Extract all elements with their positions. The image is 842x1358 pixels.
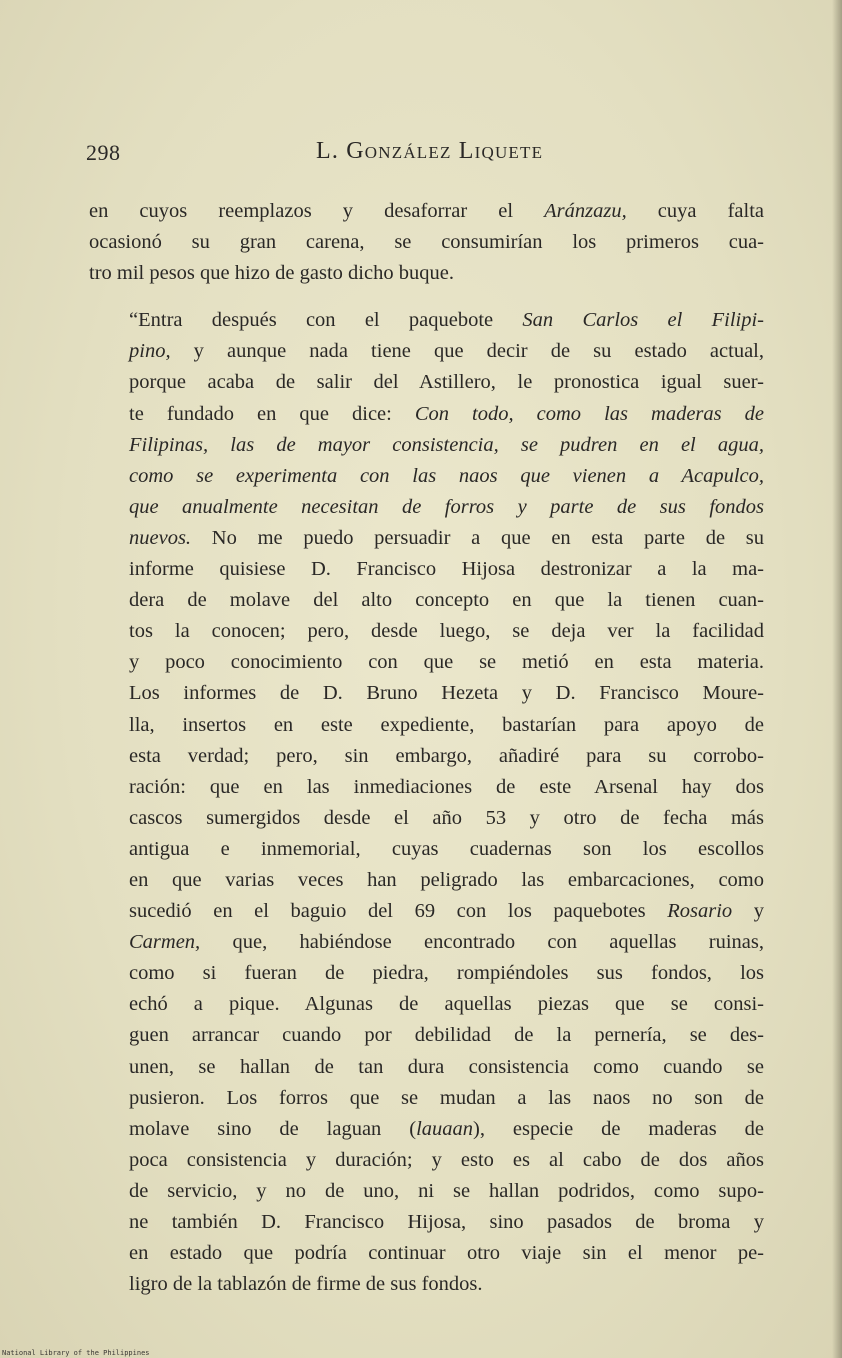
page-header (86, 138, 776, 174)
italic-segment: nuevos. (129, 526, 192, 549)
text-segment: como si fueran de piedra, rompiéndoles sus fondos, los (129, 962, 764, 985)
text-line (89, 678, 764, 709)
body-text (89, 196, 764, 1300)
text-line (89, 710, 764, 741)
text-segment: y poco conocimiento con que se metió en esta materia. (129, 651, 764, 674)
text-line (89, 927, 764, 958)
text-segment: dera de molave del alto concepto en que la tienen cuan- (129, 589, 764, 612)
footer-credit: National Library of the Philippines (2, 1349, 150, 1357)
text-line (89, 958, 764, 989)
text-line (89, 1238, 764, 1269)
text-line (89, 492, 764, 523)
italic-segment: Filipinas, las de mayor consistencia, se pudren en el agua, (129, 433, 764, 456)
text-line (89, 196, 764, 227)
text-line (89, 1083, 764, 1114)
text-segment: antigua e inmemorial, cuyas cuadernas son los escollos (129, 837, 764, 860)
text-segment: en que varias veces han peligrado las embarcaciones, como (129, 868, 764, 891)
italic-segment: San Carlos el Filipi- (522, 309, 765, 332)
text-segment: ración: que en las inmediaciones de este Arsenal hay dos (129, 775, 764, 798)
text-segment: esta verdad; pero, sin embargo, añadiré para su corrobo- (129, 744, 764, 767)
paragraph-1 (89, 196, 764, 289)
text-line (89, 1052, 764, 1083)
text-segment: que, habiéndose encontrado con aquellas ruinas, (200, 931, 764, 954)
text-segment: Los informes de D. Bruno Hezeta y D. Francisco Moure- (129, 682, 764, 705)
italic-segment: Carmen, (129, 931, 201, 954)
text-line (89, 772, 764, 803)
text-segment: guen arrancar cuando por debilidad de la pernería, se des- (129, 1024, 764, 1047)
text-segment: unen, se hallan de tan dura consistencia como cuando se (129, 1055, 764, 1078)
text-line (89, 896, 764, 927)
page-number: 298 (86, 140, 121, 165)
text-segment: echó a pique. Algunas de aquellas piezas que se consi- (129, 993, 764, 1016)
text-segment: tro mil pesos que hizo de gasto dicho buque. (89, 262, 454, 285)
running-title: L. González Liquete (316, 138, 544, 164)
text-segment: ocasionó su gran carena, se consumirían los primeros cua- (89, 231, 764, 254)
italic-segment: pino, (129, 340, 171, 363)
text-line (89, 336, 764, 367)
text-segment: y aunque nada tiene que decir de su estado actual, (170, 340, 764, 363)
text-segment: te fundado en que dice: (129, 402, 415, 425)
italic-segment: Aránzazu, (544, 200, 627, 222)
text-line (89, 258, 764, 289)
text-segment: de servicio, y no de uno, ni se hallan podridos, como supo- (129, 1179, 764, 1202)
text-line (89, 1176, 764, 1207)
italic-segment: lauaan (416, 1117, 474, 1140)
text-segment: poca consistencia y duración; y esto es al cabo de dos años (129, 1148, 764, 1171)
text-line (89, 1207, 764, 1238)
text-segment: tos la conocen; pero, desde luego, se deja ver la facilidad (129, 620, 764, 643)
page-edge-shadow (832, 0, 842, 1358)
text-line (89, 585, 764, 616)
text-segment: en cuyos reemplazos y desaforrar el (89, 200, 545, 222)
text-line (89, 803, 764, 834)
italic-segment: Con todo, como las maderas de (414, 402, 764, 425)
text-line (89, 554, 764, 585)
text-line (89, 989, 764, 1020)
text-line (89, 1114, 764, 1145)
text-segment: ne también D. Francisco Hijosa, sino pasados de broma y (129, 1211, 764, 1233)
text-line (89, 305, 764, 336)
text-segment: sucedió en el baguio del 69 con los paquebotes (129, 900, 668, 923)
text-segment: informe quisiese D. Francisco Hijosa destronizar a la ma- (129, 558, 764, 581)
text-segment: ligro de la tablazón de firme de sus fondos. (129, 1273, 483, 1296)
text-segment: ), especie de maderas de (473, 1117, 764, 1140)
text-line (89, 1269, 764, 1300)
text-line (89, 834, 764, 865)
text-line (89, 367, 764, 398)
text-line (89, 1145, 764, 1176)
text-line (89, 647, 764, 678)
text-line (89, 616, 764, 647)
italic-segment: Rosario (667, 900, 733, 923)
text-segment: lla, insertos en este expediente, bastarían para apoyo de (129, 713, 764, 736)
text-segment: en estado que podría continuar otro viaje sin el menor pe- (129, 1242, 764, 1265)
text-segment: cuya falta (626, 200, 764, 222)
text-line (89, 399, 764, 430)
text-line (89, 1020, 764, 1051)
text-segment: No me puedo persuadir a que en esta parte de su (191, 526, 764, 549)
text-segment: pusieron. Los forros que se mudan a las naos no son de (129, 1086, 764, 1109)
text-line (89, 461, 764, 492)
italic-segment: que anualmente necesitan de forros y parte de sus fondos (129, 495, 764, 518)
text-segment: y (732, 900, 765, 923)
text-line (89, 865, 764, 896)
paragraph-2 (89, 305, 764, 1300)
italic-segment: como se experimenta con las naos que vienen a Acapulco, (129, 464, 764, 487)
text-segment: molave sino de laguan ( (129, 1117, 417, 1140)
text-segment: “Entra después con el paquebote (129, 309, 523, 332)
text-line (89, 227, 764, 258)
text-line (89, 523, 764, 554)
text-line (89, 741, 764, 772)
text-segment: cascos sumergidos desde el año 53 y otro de fecha más (129, 806, 764, 829)
text-line (89, 430, 764, 461)
text-segment: porque acaba de salir del Astillero, le pronostica igual suer- (129, 371, 764, 394)
